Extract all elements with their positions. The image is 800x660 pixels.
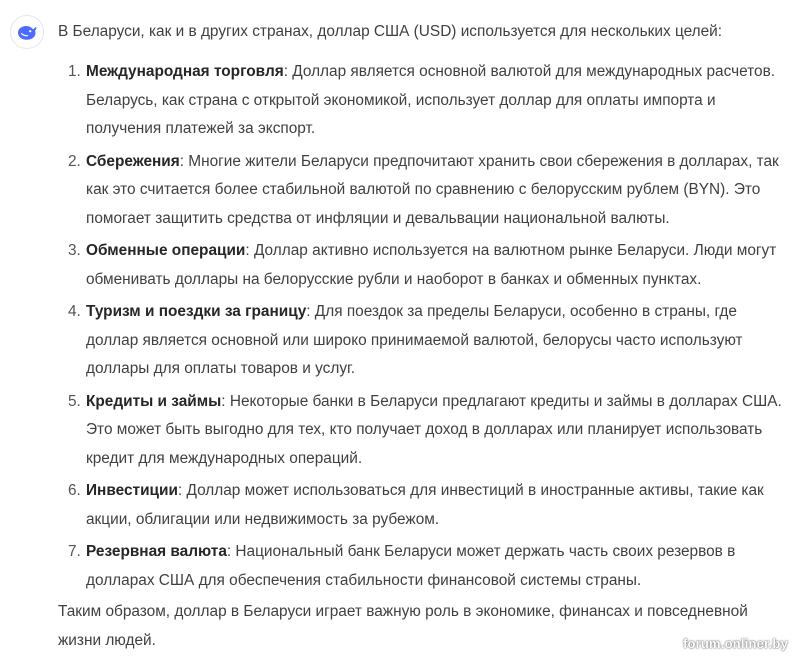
list-item-number: 3. bbox=[68, 242, 81, 259]
list-item-number: 4. bbox=[68, 303, 81, 320]
assistant-avatar bbox=[10, 15, 44, 49]
deepseek-whale-icon bbox=[16, 23, 38, 41]
list-item-number: 2. bbox=[68, 152, 81, 170]
list-item-text: : Доллар активно используется на валютном рынке Беларуси. Люди могут обменивать доллары на белорусские рубли и наоборот в банках и обменных пунктах. bbox=[86, 242, 777, 288]
list-item-title: Кредиты и займы bbox=[86, 392, 222, 410]
list-item-number: 5. bbox=[68, 392, 81, 410]
list-item-text: : Доллар может использоваться для инвестиций в иностранные активы, такие как акции, облигации или недвижимость за рубежом. bbox=[86, 482, 764, 528]
list-item-title: Резервная валюта bbox=[86, 543, 227, 560]
list-item-text: : Для поездок за пределы Беларуси, особенно в страны, где доллар является основной или широко принимаемой валютой, белорусы часто используют доллары для оплаты товаров и услуг. bbox=[86, 303, 743, 377]
list-item bbox=[58, 298, 793, 384]
list-item-title: Сбережения bbox=[86, 152, 180, 170]
list-item-text: : Национальный банк Беларуси может держать часть своих резервов в долларах США для обеспечения стабильности финансовой системы страны. bbox=[86, 543, 736, 589]
list-item bbox=[58, 148, 793, 234]
list-item bbox=[58, 538, 793, 595]
list-item-number: 6. bbox=[68, 482, 81, 499]
list-item bbox=[58, 237, 793, 294]
list-item-title: Инвестиции bbox=[86, 482, 178, 499]
list-item-title: Обменные операции bbox=[86, 242, 246, 259]
answer-intro: В Беларуси, как и в других странах, доллар США (USD) используется для нескольких целей: bbox=[58, 23, 723, 40]
list-item-title: Международная торговля bbox=[86, 63, 284, 80]
list-item bbox=[58, 388, 793, 474]
list-item-text: : Некоторые банки в Беларуси предлагают кредиты и займы в долларах США. Это может быть выгодно для тех, кто получает доход в долларах или планирует использовать кредит для международных операций. bbox=[86, 392, 782, 467]
list-item-number: 1. bbox=[68, 63, 81, 80]
watermark: forum.onliner.by bbox=[682, 636, 788, 651]
list-item-number: 7. bbox=[68, 543, 81, 560]
list-item-text: : Многие жители Беларуси предпочитают хранить свои сбережения в долларах, так как это считается более стабильной валютой по сравнению с белорусским рублем (BYN). Это помогает защитить средства от инфляции и девальвации национальной валюты. bbox=[86, 152, 779, 227]
answer-conclusion: Таким образом, доллар в Беларуси играет важную роль в экономике, финансах и повседневной жизни людей. bbox=[58, 603, 748, 649]
list-item bbox=[58, 477, 793, 534]
list-item bbox=[58, 58, 793, 144]
list-item-title: Туризм и поездки за границу bbox=[86, 303, 307, 320]
list-item-text: : Доллар является основной валютой для международных расчетов. Беларусь, как страна с открытой экономикой, использует доллар для оплаты импорта и получения платежей за экспорт. bbox=[86, 63, 776, 137]
answer-list bbox=[58, 58, 793, 599]
